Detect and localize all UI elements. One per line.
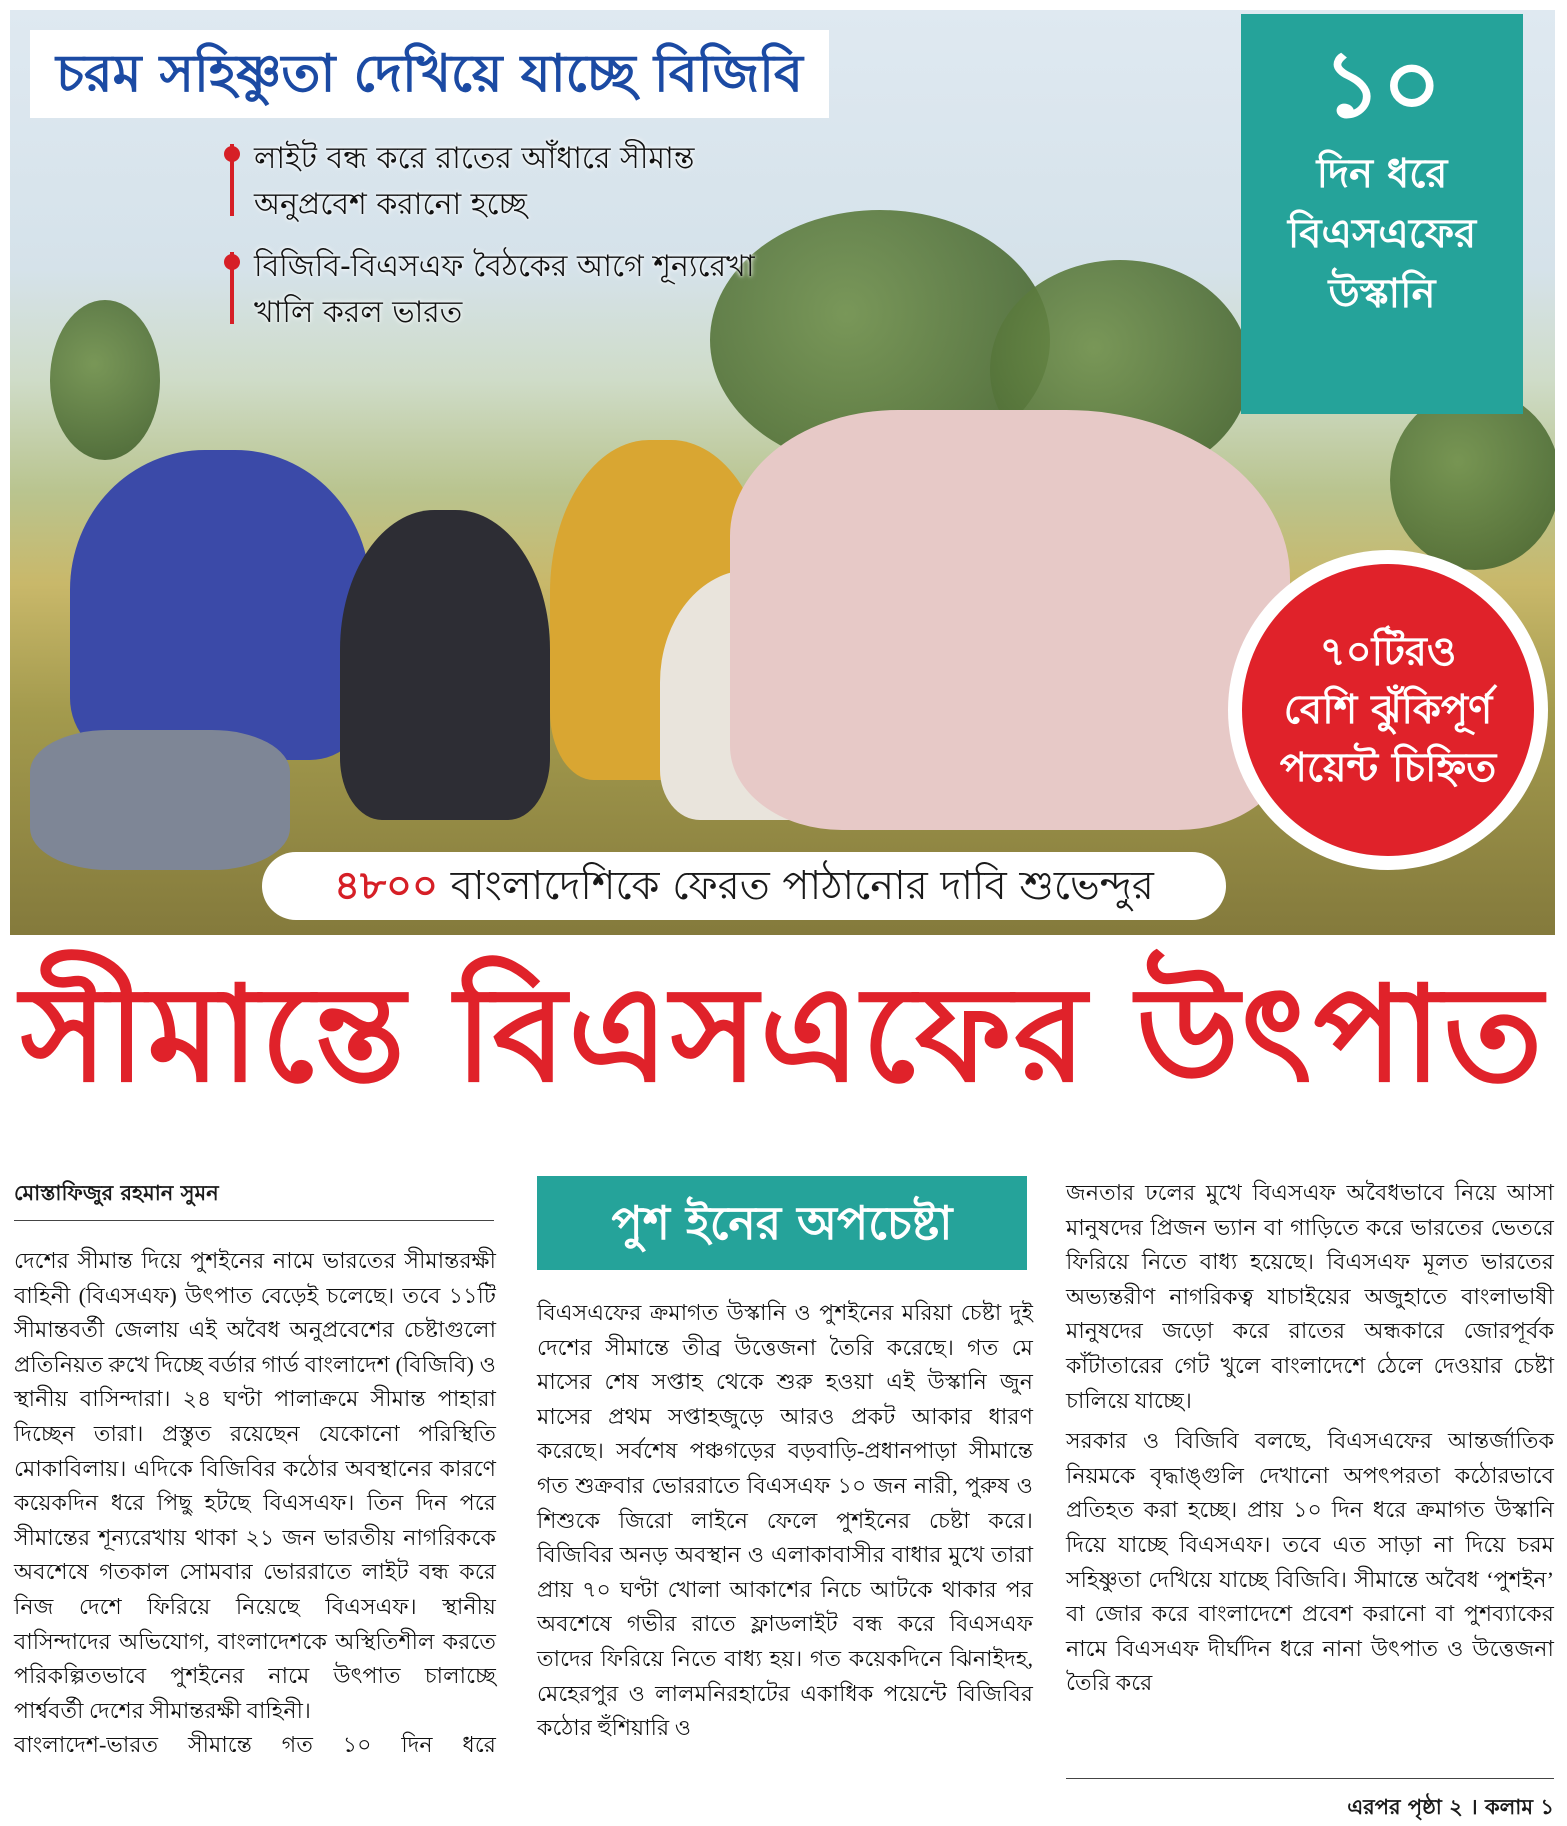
continued-link[interactable]: এরপর পৃষ্ঠা ২ । কলাম ১: [1066, 1778, 1554, 1826]
days-callout: [1241, 14, 1523, 414]
subheadline-pill: [262, 852, 1226, 920]
days-line: বিএসএফের: [1287, 211, 1477, 257]
bullet-item: [224, 136, 784, 228]
days-line: উস্কানি: [1328, 271, 1436, 317]
pill-number: ৪৮০০: [334, 863, 439, 909]
paragraph: দেশের সীমান্ত দিয়ে পুশইনের নামে ভারতের সীমান্তরক্ষী বাহিনী (বিএসএফ) উৎপাত বেড়েই চলেছে। তবে ১১টি সীমান্তবর্তী জেলায় এই অবৈধ অনুপ্রবেশের চেষ্টাগুলো প্রতিনিয়ত রুখে দিচ্ছে বর্ডার গার্ড বাংলাদেশ (বিজিবি) ও স্থানীয় বাসিন্দারা। ২৪ ঘণ্টা পালাক্রমে সীমান্ত পাহারা দিচ্ছেন তারা। প্রস্তুত রয়েছেন যেকোনো পরিস্থিতি মোকাবিলায়। এদিকে বিজিবির কঠোর অবস্থানের কারণে কয়েকদিন ধরে পিছু হটছে বিএসএফ। তিন দিন পরে সীমান্তের শূন্যরেখায় থাকা ২১ জন ভারতীয় নাগরিককে অবশেষে গতকাল সোমবার ভোররাতে লাইট বন্ধ করে নিজ দেশে ফিরিয়ে নিয়েছে বিএসএফ। স্থানীয় বাসিন্দাদের অভিযোগ, বাংলাদেশকে অস্থিতিশীল করতে পরিকল্পিতভাবে পুশইনের নামে উৎপাত চালাচ্ছে পার্শ্ববর্তী দেশের সীমান্তরক্ষী বাহিনী।: [14, 1248, 496, 1723]
risk-line: পয়েন্ট চিহ্নিত: [1279, 745, 1497, 791]
days-number: ১০: [1322, 31, 1442, 138]
days-line: দিন ধরে: [1316, 151, 1448, 197]
pill-text: বাংলাদেশিকে ফেরত পাঠানোর দাবি শুভেন্দুর: [438, 863, 1154, 909]
paragraph: বাংলাদেশ-ভারত সীমান্তে গত ১০ দিন ধরে: [14, 1732, 496, 1758]
main-headline: সীমান্তে বিএসএফের উৎপাত: [20, 958, 1545, 1112]
bullet-text: বিজিবি-বিএসএফ বৈঠকের আগে শূন্যরেখা খালি করল ভারত: [254, 249, 755, 330]
bullet-item: [224, 244, 784, 336]
bullet-list: [224, 136, 784, 352]
paragraph: সরকার ও বিজিবি বলছে, বিএসএফের আন্তর্জাতিক নিয়মকে বৃদ্ধাঙ্গুলি দেখানো অপৎপরতা কঠোরভাবে প্রতিহত করা হচ্ছে। প্রায় ১০ দিন ধরে ক্রমাগত উস্কানি দিয়ে যাচ্ছে বিএসএফ। তবে এত সাড়া না দিয়ে চরম সহিষ্ণুতা দেখিয়ে যাচ্ছে বিজিবি। সীমান্তে অবৈধ ‘পুশইন’ বা জোর করে বাংলাদেশে প্রবেশ করানো বা পুশব্যাকের নামে বিএসএফ দীর্ঘদিন ধরে নানা উৎপাত ও উত্তেজনা তৈরি করে: [1066, 1428, 1554, 1696]
paragraph: বিএসএফের ক্রমাগত উস্কানি ও পুশইনের মরিয়া চেষ্টা দুই দেশের সীমান্তে তীব্র উত্তেজনা তৈরি করেছে। গত মে মাসের শেষ সপ্তাহ থেকে শুরু হওয়া এই উস্কানি জুন মাসের প্রথম সপ্তাহজুড়ে আরও প্রকট আকার ধারণ করেছে। সর্বশেষ পঞ্চগড়ের বড়বাড়ি-প্রধানপাড়া সীমান্তে গত শুক্রবার ভোররাতে বিএসএফ ১০ জন নারী, পুরুষ ও শিশুকে জিরো লাইনে ফেলে পুশইনের চেষ্টা করে। বিজিবির অনড় অবস্থান ও এলাকাবাসীর বাধার মুখে তারা প্রায় ৭০ ঘণ্টা খোলা আকাশের নিচে আটকে থাকার পর অবশেষে গভীর রাতে ফ্লাডলাইট বন্ধ করে বিএসএফ তাদের ফিরিয়ে নিতে বাধ্য হয়। গত কয়েকদিনে ঝিনাইদহ, মেহেরপুর ও লালমনিরহাটের একাধিক পয়েন্টে বিজিবির কঠোর হুঁশিয়ারি ও: [537, 1300, 1033, 1741]
byline: মোস্তাফিজুর রহমান সুমন: [14, 1177, 494, 1221]
article-column-1: [14, 1244, 496, 1763]
risk-line: ৭০টিরও: [1319, 629, 1457, 675]
kicker-headline: চরম সহিষ্ণুতা দেখিয়ে যাচ্ছে বিজিবি: [30, 30, 829, 118]
section-heading: পুশ ইনের অপচেষ্টা: [537, 1176, 1027, 1270]
risk-line: বেশি ঝুঁকিপূর্ণ: [1283, 687, 1493, 733]
risk-points-callout: [1228, 550, 1548, 870]
bullet-text: লাইট বন্ধ করে রাতের আঁধারে সীমান্ত অনুপ্রবেশ করানো হচ্ছে: [254, 141, 695, 222]
article-column-3: [1066, 1176, 1554, 1701]
paragraph: জনতার ঢলের মুখে বিএসএফ অবৈধভাবে নিয়ে আসা মানুষদের প্রিজন ভ্যান বা গাড়িতে করে ভারতের ভেতরে ফিরিয়ে নিতে বাধ্য হয়েছে। বিএসএফ মূলত ভারতের অভ্যন্তরীণ নাগরিকত্ব যাচাইয়ের অজুহাতে বাংলাভাষী মানুষদের জড়ো করে রাতের অন্ধকারে জোরপূর্বক কাঁটাতারের গেট খুলে বাংলাদেশে ঠেলে দেওয়ার চেষ্টা চালিয়ে যাচ্ছে।: [1066, 1180, 1554, 1413]
article-column-2: [537, 1296, 1033, 1746]
